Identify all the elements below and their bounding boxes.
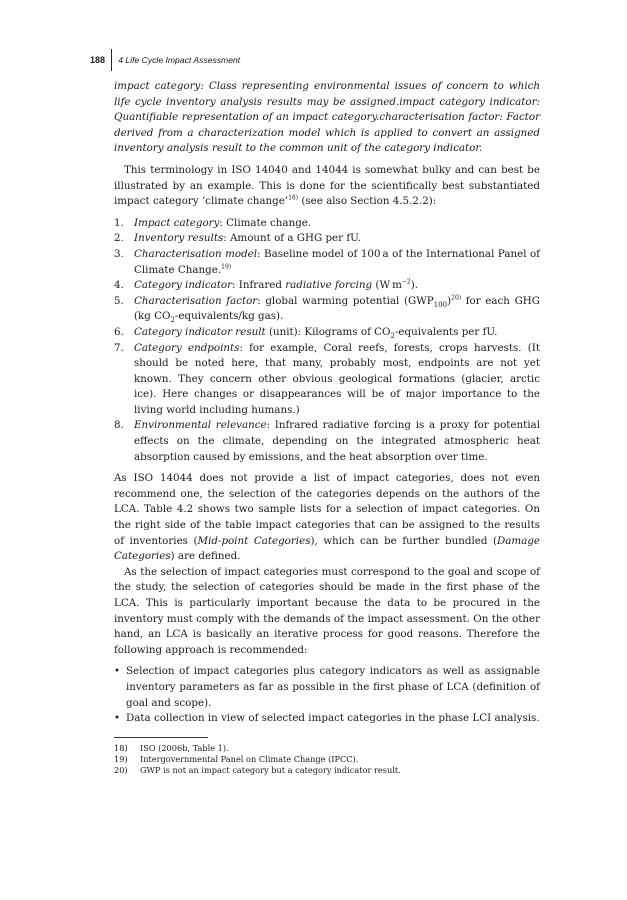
- list-item: 5. Characterisation factor: global warming potential $(GWP_{100})^{20)}$ for each GHG (kg $CO_2-equivalents/kg$ gas).: [114, 294, 540, 325]
- example-list: [114, 216, 540, 466]
- list-item: • Data collection in view of selected impact categories in the phase LCI analysis.: [114, 712, 540, 725]
- footnote-ref-18[interactable]: 18): [288, 194, 299, 202]
- iso-definitions: impact category: Class representing environmental issues of concern to which life cycle inventory analysis results may be assigned.impact category indicator: Quantifiable representation of an impact category.characterisation factor: Factor derived from a characterization model which is applied to convert an assigned inventory analysis result to the common unit of the category indicator.: [114, 80, 540, 155]
- footnotes: [114, 743, 540, 776]
- paragraph-impact-categories: As ISO 14044 does not provide a list of impact categories, does not even recommend one, the selection of the categories depends on the authors of the LCA. Table 4.2 shows two sample lists for a selection of impact categories. On the right side of the table impact categories that can be assigned to the results of inventories (Mid-point Categories), which can be further bundled (Damage Categories) are defined.: [114, 472, 540, 563]
- footnote-19: 19) Intergovernmental Panel on Climate Change (IPCC).: [114, 754, 359, 764]
- page-header: [90, 49, 240, 71]
- paragraph-selection: As the selection of impact categories must correspond to the goal and scope of the study, the selection of categories should be made in the first phase of the LCA. This is particularly important because the data to be procured in the inventory must comply with the demands of the impact assessment. On the other hand, an LCA is basically an iterative process for good reasons. Therefore the following approach is recommended:: [114, 565, 540, 656]
- main-text: [114, 79, 540, 727]
- footnote-18: 18) ISO (2006b, Table 1).: [114, 743, 229, 753]
- list-item: 3. Characterisation model: Baseline model of 100 a of the International Panel of Climate Change.$^{19)}$: [114, 247, 540, 276]
- footnote-20: 20) GWP is not an impact category but a category indicator result.: [114, 765, 401, 775]
- list-item: 8. Environmental relevance: Infrared radiative forcing is a proxy for potential effects on the climate, depending on the integrated atmospheric heat absorption caused by emissions, and the heat absorption over time.: [114, 419, 540, 463]
- list-item: 2. Inventory results: Amount of a GHG per fU.: [114, 232, 362, 245]
- page-number: 188: [90, 55, 106, 65]
- list-item: 6. Category indicator result (unit): Kilograms of $CO_2$-equivalents per fU.: [114, 325, 498, 340]
- footnote-divider: [114, 737, 208, 738]
- list-item: 1. Impact category: Climate change.: [114, 216, 312, 229]
- footnote-ref-20[interactable]: 20): [451, 294, 462, 302]
- running-title: 4 Life Cycle Impact Assessment: [118, 55, 241, 65]
- list-item: 4. Category indicator: Infrared radiative forcing (W $m^{-2}$).: [114, 278, 419, 292]
- intro-paragraph: This terminology in ISO 14040 and 14044 is somewhat bulky and can best be illustrated by an example. This is done for the scientifically best substantiated impact category ‘climate change’$^{18)}$ (see also Section 4.5.2.2):: [114, 163, 540, 208]
- list-item: • Selection of impact categories plus category indicators as well as assignable inventory parameters as far as possible in the first phase of LCA (definition of goal and scope).: [114, 665, 540, 709]
- header-divider: [111, 49, 112, 71]
- recommendation-list: [114, 664, 540, 726]
- footnote-ref-19[interactable]: 19): [221, 263, 232, 271]
- list-item: 7. Category endpoints: for example, Coral reefs, forests, crops harvests. (It should be noted here, that many, probably most, endpoints are not yet known. They concern other obvious geological formations (glacier, arctic ice). Here changes or disappearances will be of major importance to the living world including humans.): [114, 341, 540, 416]
